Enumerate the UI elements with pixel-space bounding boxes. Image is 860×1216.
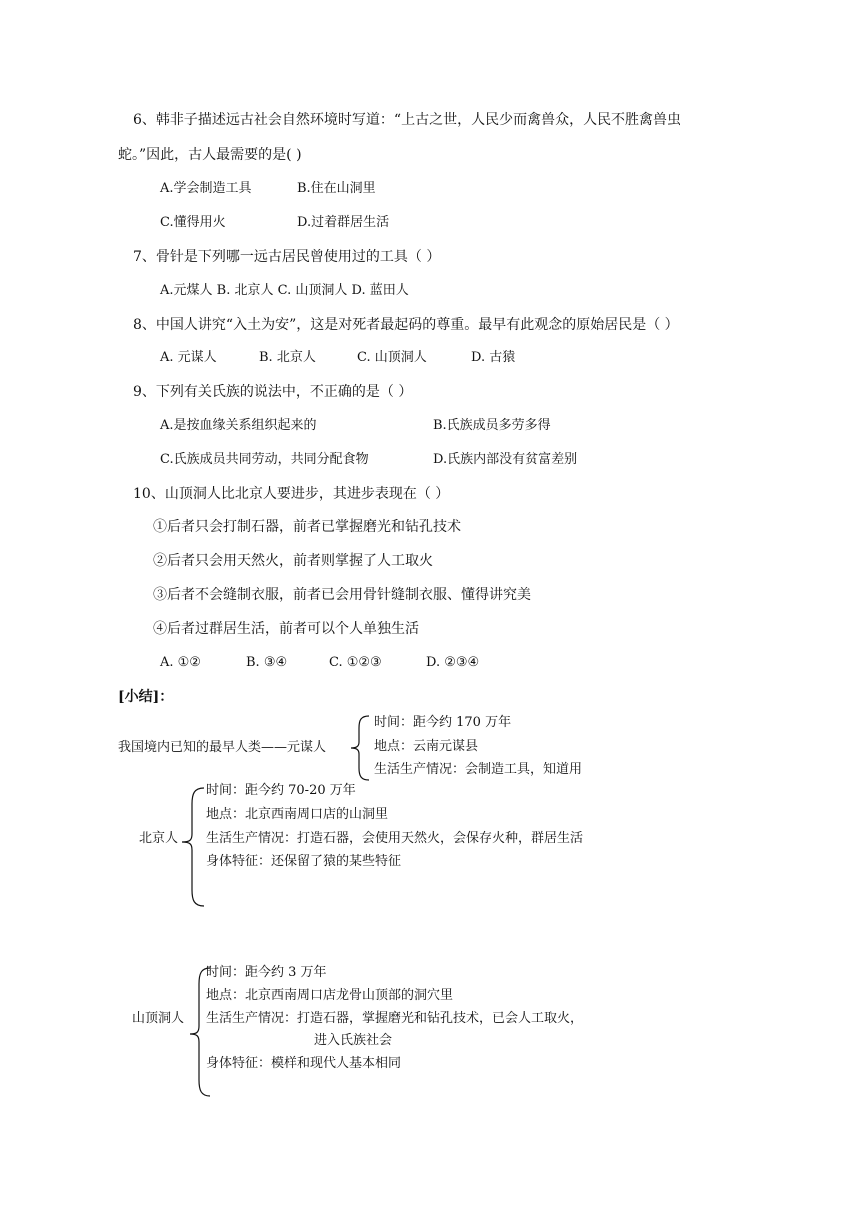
yuanmou-life: 生活生产情况：会制造工具，知道用 bbox=[374, 762, 583, 777]
q10-option-a: A. ①② bbox=[160, 655, 201, 670]
q10-statement-4: ④后者过群居生活，前者可以个人单独生活 bbox=[153, 621, 419, 637]
shanding-time: 时间：距今约 3 万年 bbox=[206, 965, 327, 980]
q8-option-a: A. 元谋人 bbox=[160, 350, 217, 365]
q10-option-b: B. ③④ bbox=[246, 655, 288, 670]
q8-stem: 8、中国人讲究“入土为安”，这是对死者最起码的尊重。最早有此观念的原始居民是（ ） bbox=[133, 317, 679, 333]
q6-option-c: C.懂得用火 bbox=[160, 215, 226, 230]
shanding-life: 生活生产情况：打造石器，掌握磨光和钻孔技术，已会人工取火， bbox=[206, 1011, 584, 1026]
beijing-brace-icon bbox=[178, 786, 208, 908]
beijing-label: 北京人 bbox=[139, 831, 179, 846]
yuanmou-place: 地点：云南元谋县 bbox=[374, 739, 479, 754]
yuanmou-time: 时间：距今约 170 万年 bbox=[374, 715, 512, 730]
beijing-body: 身体特征：还保留了猿的某些特征 bbox=[206, 854, 402, 869]
summary-heading: [小结]： bbox=[118, 689, 174, 705]
q6-stem-line2: 蛇。”因此，古人最需要的是( ) bbox=[118, 147, 302, 163]
q9-option-b: B.氏族成员多劳多得 bbox=[433, 418, 551, 433]
q10-stem: 10、山顶洞人比北京人要进步，其进步表现在（ ） bbox=[133, 486, 450, 502]
q7-stem: 7、骨针是下列哪一远古居民曾使用过的工具（ ） bbox=[133, 249, 441, 265]
q10-statement-1: ①后者只会打制石器，前者已掌握磨光和钻孔技术 bbox=[153, 519, 461, 535]
q6-option-b: B.住在山洞里 bbox=[297, 181, 376, 196]
beijing-time: 时间：距今约 70-20 万年 bbox=[206, 783, 356, 798]
q6-option-d: D.过着群居生活 bbox=[297, 215, 390, 230]
shanding-body: 身体特征：模样和现代人基本相同 bbox=[206, 1056, 402, 1071]
beijing-place: 地点：北京西南周口店的山洞里 bbox=[206, 807, 389, 822]
q10-option-c: C. ①②③ bbox=[329, 655, 382, 670]
shanding-life-cont: 进入氏族社会 bbox=[314, 1033, 393, 1048]
yuanmou-brace-icon bbox=[345, 714, 375, 782]
q9-option-a: A.是按血缘关系组织起来的 bbox=[160, 418, 317, 433]
q6-option-a: A.学会制造工具 bbox=[160, 181, 252, 196]
q9-stem: 9、下列有关氏族的说法中，不正确的是（ ） bbox=[133, 384, 413, 400]
beijing-life: 生活生产情况：打造石器，会使用天然火，会保存火种，群居生活 bbox=[206, 831, 584, 846]
q8-option-d: D. 古猿 bbox=[471, 350, 516, 365]
shanding-label: 山顶洞人 bbox=[132, 1011, 185, 1026]
shanding-place: 地点：北京西南周口店龙骨山顶部的洞穴里 bbox=[206, 988, 454, 1003]
q9-option-d: D.氏族内部没有贫富差别 bbox=[433, 452, 578, 467]
q7-options: A.元煤人 B. 北京人 C. 山顶洞人 D. 蓝田人 bbox=[160, 283, 409, 298]
q8-option-b: B. 北京人 bbox=[259, 350, 316, 365]
q8-option-c: C. 山顶洞人 bbox=[357, 350, 427, 365]
shanding-brace-icon bbox=[186, 966, 214, 1098]
q10-statement-3: ③后者不会缝制衣服，前者已会用骨针缝制衣服、懂得讲究美 bbox=[153, 587, 531, 603]
q10-option-d: D. ②③④ bbox=[426, 655, 480, 670]
q6-stem-line1: 6、韩非子描述远古社会自然环境时写道：“上古之世，人民少而禽兽众，人民不胜禽兽虫 bbox=[133, 112, 682, 128]
q9-option-c: C.氏族成员共同劳动，共同分配食物 bbox=[160, 452, 369, 467]
yuanmou-label: 我国境内已知的最早人类——元谋人 bbox=[118, 740, 327, 755]
q10-statement-2: ②后者只会用天然火，前者则掌握了人工取火 bbox=[153, 553, 433, 569]
